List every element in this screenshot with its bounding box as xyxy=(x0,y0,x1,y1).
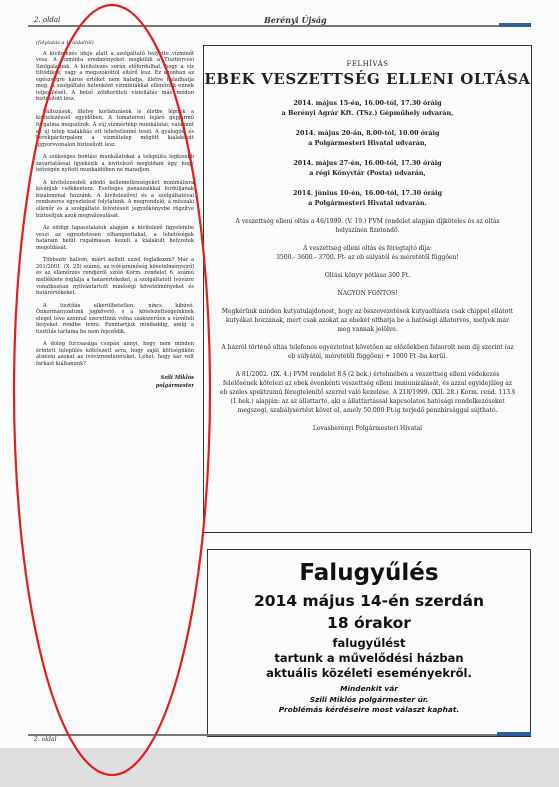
schedule-location: a Polgármesteri Hivatal udvarán, xyxy=(308,139,427,147)
schedule-date: 2014. június 10-én, 16.00-tól, 17.30 óráig xyxy=(292,189,443,197)
schedule-date: 2014. május 27-én, 16.00-tól, 17.30 óráig xyxy=(293,159,442,167)
header-rule xyxy=(28,25,531,27)
article-paragraph: A szükséges bontási munkálatokat a település legkisebb zavartatással igyekszik a kivitelező megoldani úgy, hogy hétvégén nyitott munkaidőben ne maradjon. xyxy=(36,154,194,174)
bottom-gray-band xyxy=(0,748,559,787)
town-meeting-announcement xyxy=(207,549,531,737)
meeting-date: 2014 május 14-én szerdán xyxy=(253,592,485,610)
continued-note: (folytatás a 1. oldalról) xyxy=(36,40,94,46)
article-paragraph: Többször hallom, miért kellett ezzel foglalkozni? Már a 201/2001. (X. 25) számú, az ivóvízminőség követelményeiről és az ellenőrzés rendjéről szóló Korm. rendelet 6. számú melléklete foglalja a határértékeket, a szolgáltatott ivóvízre vonatkozóan nyilvántartott minőségi követelményeket és határértékeket. xyxy=(36,257,194,297)
meeting-body xyxy=(208,636,530,681)
schedule-location: a Berényi Agrár Kft. (TSz.) Gépműhely udvarán, xyxy=(281,109,454,117)
schedule-item xyxy=(204,158,531,178)
meeting-note xyxy=(208,684,530,716)
vaccination-notice xyxy=(203,45,532,533)
article-paragraph: A tisztítás elkerülhetetlen, nincs kibúvó. Önkormányzatunk jogkövető, s a kötelezettségeinknek eleget téve azonnal szerettünk volna szakszerűen a vízvételi helyeket rendbe tenni. Fenntartjuk mindaddig, amíg a tisztítás tartama be nem fejeződik. xyxy=(36,302,194,335)
footer-rule xyxy=(28,734,531,736)
meeting-time: 18 órakor xyxy=(327,614,411,632)
schedule-item xyxy=(204,188,531,208)
meeting-note-line: Szili Miklós polgármester úr. xyxy=(309,694,429,704)
fee-line: A veszettség elleni oltás és féregtajtó díja: xyxy=(303,245,432,252)
article-paragraph: A kivitelezésből adódó kellemetlenségeket minimálisra kívánjuk csökkenteni. Esetleges panaszaikkal forduljanak bizalommal hozzánk. A kivitelezővel és a szolgáltatóval rendszeres egyeztetést folytatunk. A megrendelő, a műszaki ellenőr és a szolgáltató felvetéseit jegyzőkönyvbe rögzítve biztosítjuk azok megvalósulását. xyxy=(36,179,194,219)
page-header xyxy=(28,14,531,28)
meeting-note-line: Mindenkit vár xyxy=(340,684,398,693)
article-paragraph: A dolog furcsasága csupán annyi, hogy nem minden érintett település kötelezett arra, hogy saját költségükön átnézni azokat az ivóvízrendszereket. Lehet, hogy kár volt farkast kiáltanunk? xyxy=(36,341,194,367)
notice-title: EBEK VESZETTSÉG ELLENI OLTÁSA xyxy=(204,70,531,88)
header-accent xyxy=(499,23,531,27)
important-label: NAGYON FONTOS! xyxy=(337,290,398,297)
rule-text: A veszettség elleni oltás a 46/1999. (V. 19.) FVM rendelet alapján díjköteles és az oltás helyszínén fizetendő. xyxy=(235,218,500,234)
article-paragraph: A kivitelezés ideje alatt a szolgáltató helyette vízminőt vesz. A vízminta eredményeket megküldi a Tisztiorvosi Szolgálatnak. A kivitelezés során előfordulhat, hogy a víz tiltódikos, vagy a megszokottól eltérő lesz. Ez azonban az egészségre káros értéket nem haladja, illetve haladhatja meg. A szolgáltató hetenként vízmintákkal ellenőrzik ennek teljesülését. A belső zöldterületi víziellátás más módon biztosított lesz. xyxy=(36,50,194,103)
schedule-location: a Polgármesteri Hivatal udvarán. xyxy=(308,199,427,207)
meeting-line: falugyűlést xyxy=(332,636,406,650)
footer-accent xyxy=(497,732,531,736)
meeting-line: aktuális közéleti eseményekről. xyxy=(266,666,472,680)
request-text: Megkérünk minden kutyatulajdonost, hogy az összevezetések kutyaoltásra csak chippel ellátott kutyákat hozzanak, mert csak azokat az ebeket olthatja be a hatósági állatorvos, melyek már meg vannak jelölve. xyxy=(221,308,514,333)
schedule-date: 2014. május 15-én, 16.00-tól, 17.30 óráig xyxy=(293,99,442,107)
schedule-date: 2014. május 20-án, 8.00-tól, 10.00 óráig xyxy=(295,129,440,137)
footer-page-number: 2. oldal xyxy=(34,736,57,743)
article-column xyxy=(36,40,194,720)
article-paragraph: Változások, illetve korlátozások is életbe lépnek a kivitelezéssel egyidőben. A tomaterení lejáró gépjármű forgalma megszűnik. A zúj vízmértékp munkálatai, valamint az új telep kialakítás ott lehetetlenné teszi. A gyalogos- és kerékpárforgalom a vízműtelep mögött kialakított újgyorsvonalon biztosított lesz. xyxy=(36,108,194,148)
schedule-location: a régi Könyvtár (Posta) udvarán, xyxy=(309,169,426,177)
article-signature xyxy=(36,374,194,390)
article-paragraph: Az eddigi tapasztalatok alapján a kivitelező figyelembe veszi az egyeztetésen elhangzottakat, a lehetőségek határain belül rugalmasan kezeli a kialakult helyzetek megoldását. xyxy=(36,225,194,251)
fee-line: 3500.- 3600.- 3700. Ft- az eb súlyától és méretétől függően! xyxy=(276,254,459,261)
signature-name: Szili Miklós xyxy=(160,374,194,381)
meeting-note-line: Problémás kérdéseire most választ kaphat. xyxy=(278,705,460,714)
home-vaccination-text: A házról történő oltás telefonos egyeztetést követően az előzőekben felsorolt nem díj szerint (az eb súlyától, méretétől függően) + 1000 Ft -ba kerül. xyxy=(221,344,514,360)
schedule-item xyxy=(204,98,531,118)
header-page-number: 2. oldal xyxy=(34,16,61,24)
book-fee: Oltási könyv pótlása 300 Ft. xyxy=(324,272,411,279)
fee-info xyxy=(204,244,531,262)
law-text: A 81/2002. (IX. 4.) FVM rendelet 8.§ (2 bek.) értelmében a veszettség elleni védekezés felelősének kötelezi az ebek évenkénti veszettség elleni immunizálását, és azzal egyidejűleg az eb széles spektrumú féregtelenítő szerrel való kezelése. A 218/1999. (XII. 28.) Korm. rend. 113.§ (1 bek.) alapján: az az állattartó, aki a állattartással kapcsolatos hatósági rendelkezéseket megszegi, szabálysértést követ el, amely 50.000 Ft-ig terjedő pénzbírsággal sújtható. xyxy=(220,371,515,414)
newspaper-title: Berényi Újság xyxy=(264,15,327,25)
notice-signature: Lovasberényi Polgármesteri Hivatal xyxy=(312,425,423,432)
schedule-item xyxy=(204,128,531,148)
meeting-title: Falugyűlés xyxy=(299,560,439,586)
notice-heading: FELHÍVÁS xyxy=(346,60,389,68)
meeting-line: tartunk a művelődési házban xyxy=(274,651,464,665)
signature-title: polgármester xyxy=(155,382,194,389)
